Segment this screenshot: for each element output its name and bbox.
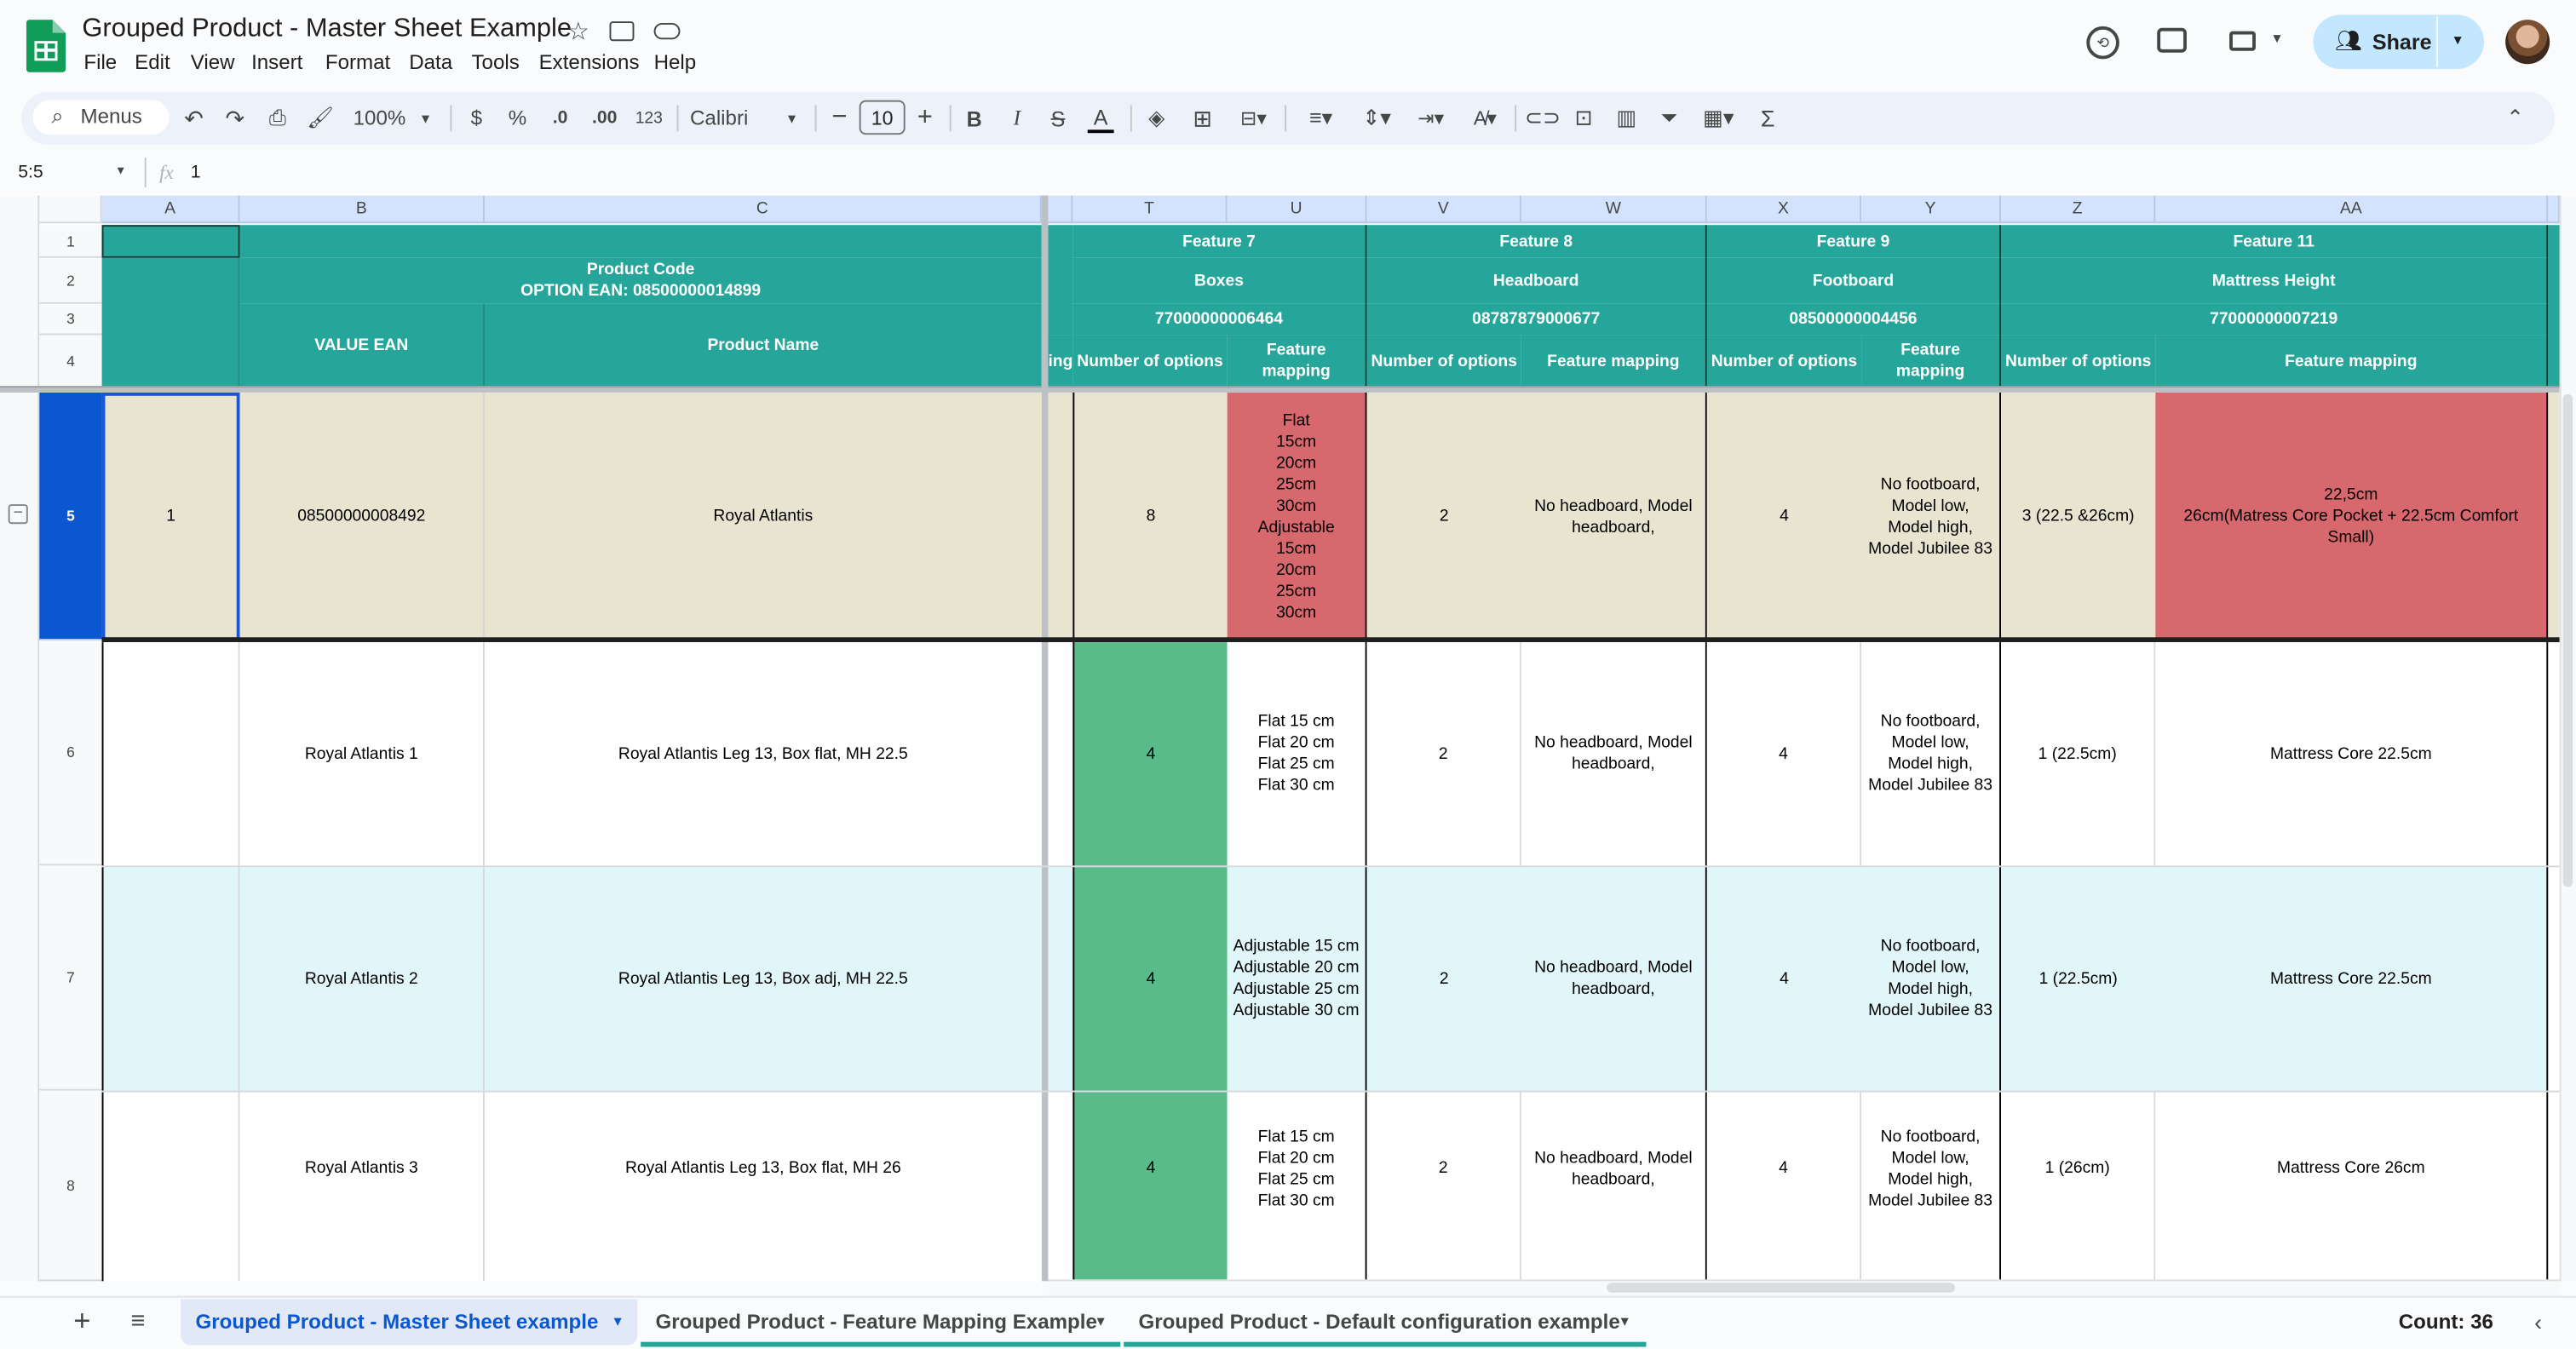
cell-x7[interactable]: 4 xyxy=(1707,867,1861,1090)
menu-file[interactable]: File xyxy=(83,50,118,74)
cell-t8[interactable]: 4 xyxy=(1072,1093,1227,1282)
product-code-header[interactable]: Product Code OPTION EAN: 08500000014899 xyxy=(240,258,1042,304)
horizontal-align-icon[interactable]: ≡▾ xyxy=(1308,105,1333,130)
menu-edit[interactable]: Edit xyxy=(135,50,170,74)
menu-view[interactable]: View xyxy=(190,50,235,74)
cell-aa8[interactable]: Mattress Core 26cm xyxy=(2155,1093,2548,1282)
borders-icon[interactable]: ⊞ xyxy=(1193,104,1213,131)
font-size-decrease-button[interactable]: − xyxy=(831,103,848,132)
cell-u8[interactable]: Flat 15 cm Flat 20 cm Flat 25 cm Flat 30 cm xyxy=(1228,1093,1367,1282)
toolbar-divider xyxy=(815,105,817,131)
cell-z8[interactable]: 1 (26cm) xyxy=(2001,1093,2155,1282)
text-wrap-icon[interactable]: ⇥▾ xyxy=(1417,106,1445,130)
frozen-column-divider[interactable] xyxy=(1042,196,1049,1282)
zoom-chevron-icon[interactable]: ▼ xyxy=(418,111,433,126)
menu-format[interactable]: Format xyxy=(325,50,391,74)
font-chevron-icon[interactable]: ▼ xyxy=(785,111,799,126)
tab-default-configuration-underline xyxy=(1124,1342,1646,1347)
strikethrough-icon[interactable]: S xyxy=(1050,106,1066,131)
frozen-row-divider[interactable] xyxy=(0,386,2560,393)
merge-cells-icon[interactable]: ⊟▾ xyxy=(1240,106,1268,130)
cell-b7[interactable]: Royal Atlantis 2 xyxy=(240,867,485,1090)
value-ean-header[interactable]: VALUE EAN xyxy=(240,304,485,387)
column-header-partial[interactable] xyxy=(1048,196,1072,224)
fx-icon: fx xyxy=(159,161,174,185)
feature-7-label[interactable]: Boxes xyxy=(1072,258,1366,304)
sheets-logo[interactable] xyxy=(26,20,66,72)
menu-help[interactable]: Help xyxy=(653,50,697,74)
column-header-v[interactable]: V xyxy=(1367,196,1521,224)
cell-w5[interactable]: No headboard, Model headboard, xyxy=(1521,393,1707,640)
column-header-a[interactable]: A xyxy=(102,196,240,224)
fill-color-icon[interactable]: ◈ xyxy=(1148,105,1165,130)
formula-input[interactable]: 1 xyxy=(190,162,201,183)
column-header-c[interactable]: C xyxy=(485,196,1042,224)
cell-z7[interactable]: 1 (22.5cm) xyxy=(2001,867,2155,1090)
tab-feature-mapping-chevron-icon[interactable]: ▼ xyxy=(1094,1313,1107,1329)
cell-u5[interactable]: Flat 15cm 20cm 25cm 30cm Adjustable 15cm 20cm 25cm 30cm xyxy=(1228,393,1367,640)
chevron-down-icon[interactable]: ▼ xyxy=(2270,31,2284,47)
insert-chart-icon[interactable]: ▥ xyxy=(1616,105,1637,130)
cell-y5[interactable]: No footboard, Model low, Model high, Model Jubilee 83 xyxy=(1861,393,2001,640)
toolbar-divider xyxy=(677,105,679,131)
cell-a5[interactable]: 1 xyxy=(102,393,240,640)
feature-9-ean[interactable]: 08500000004456 xyxy=(1707,304,2001,336)
tab-feature-mapping[interactable]: Grouped Product - Feature Mapping Example xyxy=(655,1311,1097,1335)
feature-11-ean[interactable]: 77000000007219 xyxy=(2001,304,2548,336)
print-icon[interactable]: ⎙ xyxy=(268,105,286,130)
paint-format-icon[interactable]: 🖌︎ xyxy=(307,105,334,130)
share-label: Share xyxy=(2372,29,2432,55)
text-color-button[interactable]: A xyxy=(1088,104,1114,134)
toolbar-divider xyxy=(1285,105,1286,131)
row-header-4[interactable]: 4 xyxy=(39,335,101,387)
cell-a2-a4[interactable] xyxy=(102,258,240,387)
percent-format-button[interactable]: % xyxy=(508,106,527,130)
comment-icon[interactable] xyxy=(2157,28,2187,53)
cell-x5[interactable]: 4 xyxy=(1707,393,1861,640)
formula-divider xyxy=(145,158,147,187)
row-header-6[interactable]: 6 xyxy=(39,640,101,865)
zoom-select[interactable]: 100% xyxy=(353,106,406,130)
vertical-align-icon[interactable]: ⇕▾ xyxy=(1362,105,1391,130)
people-icon: 👥︎ xyxy=(2334,27,2362,53)
cell-z6[interactable]: 1 (22.5cm) xyxy=(2001,642,2155,865)
cell-w6[interactable]: No headboard, Model headboard, xyxy=(1521,642,1707,865)
feature-11-num-options-header[interactable]: Number of options xyxy=(2001,335,2155,387)
column-header-x[interactable]: X xyxy=(1707,196,1861,224)
currency-format-button[interactable]: $ xyxy=(470,106,482,130)
cell-c5[interactable]: Royal Atlantis xyxy=(485,393,1042,640)
partial-col-header[interactable] xyxy=(1048,225,1072,335)
move-folder-icon[interactable] xyxy=(610,21,635,41)
cell-aa6[interactable]: Mattress Core 22.5cm xyxy=(2155,642,2548,865)
partial-col-mapping-header[interactable]: ing xyxy=(1045,335,1073,387)
cell-x6[interactable]: 4 xyxy=(1707,642,1861,865)
font-family-select[interactable]: Calibri xyxy=(690,106,749,130)
menu-extensions[interactable]: Extensions xyxy=(538,50,640,74)
cell-v8[interactable]: 2 xyxy=(1367,1093,1521,1282)
cell-t7[interactable]: 4 xyxy=(1072,867,1227,1090)
add-sheet-icon[interactable]: + xyxy=(73,1303,91,1336)
cell-c6[interactable]: Royal Atlantis Leg 13, Box flat, MH 22.5 xyxy=(485,642,1042,865)
cell-partial-5[interactable] xyxy=(1048,393,1072,640)
select-all-corner[interactable] xyxy=(39,196,101,224)
bold-button[interactable]: B xyxy=(966,106,982,131)
row-header-7[interactable]: 7 xyxy=(39,865,101,1090)
toolbar-divider xyxy=(1515,105,1516,131)
font-size-increase-button[interactable]: + xyxy=(917,103,933,132)
cell-b1-c1[interactable] xyxy=(240,225,1042,258)
cell-w8[interactable]: No headboard, Model headboard, xyxy=(1521,1093,1707,1282)
text-rotation-icon[interactable]: A̸▾ xyxy=(1473,106,1497,130)
cell-b8[interactable]: Royal Atlantis 3 xyxy=(240,1093,485,1282)
column-header-u[interactable]: U xyxy=(1228,196,1367,224)
cell-a8[interactable] xyxy=(102,1093,240,1282)
toolbar-divider xyxy=(1130,105,1132,131)
filter-icon[interactable]: ⏷ xyxy=(1660,105,1678,130)
feature-8-ean[interactable]: 08787879000677 xyxy=(1367,304,1707,336)
insert-link-icon[interactable]: ⊂⊃ xyxy=(1524,105,1561,130)
cell-v7[interactable]: 2 xyxy=(1367,867,1521,1090)
cell-b5[interactable]: 08500000008492 xyxy=(240,393,485,640)
toolbar-divider xyxy=(450,105,451,131)
row-header-3[interactable]: 3 xyxy=(39,304,101,336)
cell-u6[interactable]: Flat 15 cm Flat 20 cm Flat 25 cm Flat 30 cm xyxy=(1228,642,1367,865)
name-box[interactable]: 5:5 xyxy=(18,162,43,183)
feature-11-mapping-header[interactable]: Feature mapping xyxy=(2155,335,2548,387)
cell-t5[interactable]: 8 xyxy=(1072,393,1227,640)
menu-data[interactable]: Data xyxy=(409,50,453,74)
search-icon: ⌕ xyxy=(51,103,64,129)
column-header-y[interactable]: Y xyxy=(1861,196,2001,224)
feature-7-mapping-header[interactable]: Feature mapping xyxy=(1228,335,1367,387)
product-name-header[interactable]: Product Name xyxy=(485,304,1042,387)
tab-feature-mapping-underline xyxy=(641,1342,1120,1347)
doc-title[interactable]: Grouped Product - Master Sheet Example xyxy=(82,14,572,43)
row-header-1[interactable]: 1 xyxy=(39,225,101,258)
tab-default-configuration-chevron-icon[interactable]: ▼ xyxy=(1618,1313,1631,1329)
cell-v5[interactable]: 2 xyxy=(1367,393,1521,640)
menu-search-label: Menus xyxy=(80,105,142,129)
cell-aa5[interactable]: 22,5cm 26cm(Matress Core Pocket + 22.5cm Comfort Small) xyxy=(2155,393,2548,640)
feature-9-name[interactable]: Feature 9 xyxy=(1707,225,2001,258)
feature-9-mapping-header[interactable]: Feature mapping xyxy=(1861,335,2001,387)
horizontal-scrollbar-thumb[interactable] xyxy=(1607,1283,1955,1293)
column-header-t[interactable]: T xyxy=(1072,196,1227,224)
cell-partial-8[interactable] xyxy=(1048,1093,1072,1282)
column-header-partial[interactable] xyxy=(2548,196,2560,224)
partial-col-right[interactable] xyxy=(2548,225,2560,387)
feature-8-mapping-header[interactable]: Feature mapping xyxy=(1521,335,1707,387)
feature-7-num-options-header[interactable]: Number of options xyxy=(1072,335,1227,387)
selection-count[interactable]: Count: 36 xyxy=(2398,1311,2493,1335)
cell-t6[interactable]: 4 xyxy=(1072,642,1227,865)
vertical-scrollbar-thumb[interactable] xyxy=(2563,394,2573,887)
share-menu-chevron-icon[interactable]: ▼ xyxy=(2451,32,2464,48)
cell-x8[interactable]: 4 xyxy=(1707,1093,1861,1282)
cell-partial-6[interactable] xyxy=(1048,642,1072,865)
insert-comment-icon[interactable]: ⊡ xyxy=(1574,105,1593,130)
cell-partial-right-5[interactable] xyxy=(2548,393,2560,640)
increase-decimal-button[interactable]: .00 xyxy=(591,108,618,129)
column-header-b[interactable]: B xyxy=(240,196,485,224)
feature-9-num-options-header[interactable]: Number of options xyxy=(1707,335,1861,387)
italic-button[interactable]: I xyxy=(1013,105,1021,130)
cell-c7[interactable]: Royal Atlantis Leg 13, Box adj, MH 22.5 xyxy=(485,867,1042,1090)
undo-icon[interactable]: ↶ xyxy=(184,104,204,131)
star-icon[interactable]: ☆ xyxy=(566,18,589,47)
toolbar-divider xyxy=(950,105,952,131)
cloud-status-icon[interactable] xyxy=(654,23,681,39)
cell-a6[interactable] xyxy=(102,642,240,865)
cell-y7[interactable]: No footboard, Model low, Model high, Model Jubilee 83 xyxy=(1861,867,2001,1090)
cell-a7[interactable] xyxy=(102,867,240,1090)
number-format-button[interactable]: 123 xyxy=(635,109,663,128)
tab-default-configuration[interactable]: Grouped Product - Default configuration example xyxy=(1138,1311,1620,1335)
all-sheets-icon[interactable]: ≡ xyxy=(130,1306,146,1335)
explore-chevron-left-icon[interactable]: ‹ xyxy=(2534,1309,2543,1335)
feature-7-name[interactable]: Feature 7 xyxy=(1072,225,1366,258)
row-header-5[interactable]: 5 xyxy=(39,393,101,640)
collapse-toolbar-icon[interactable]: ⌃ xyxy=(2506,105,2525,130)
feature-9-label[interactable]: Footboard xyxy=(1707,258,2001,304)
row-header-8[interactable]: 8 xyxy=(39,1091,101,1282)
font-size-input[interactable]: 10 xyxy=(860,100,906,135)
avatar[interactable] xyxy=(2505,20,2550,64)
functions-icon[interactable]: Σ xyxy=(1760,105,1775,132)
feature-7-ean[interactable]: 77000000006464 xyxy=(1072,304,1366,336)
feature-8-num-options-header[interactable]: Number of options xyxy=(1367,335,1521,387)
feature-8-label[interactable]: Headboard xyxy=(1367,258,1707,304)
cell-y8[interactable]: No footboard, Model low, Model high, Model Jubilee 83 xyxy=(1861,1093,2001,1282)
cell-w7[interactable]: No headboard, Model headboard, xyxy=(1521,867,1707,1090)
feature-11-label[interactable]: Mattress Height xyxy=(2001,258,2548,304)
history-icon[interactable]: ⟲ xyxy=(2086,26,2119,60)
row-header-2[interactable]: 2 xyxy=(39,258,101,304)
meet-icon[interactable] xyxy=(2229,32,2256,51)
menu-insert[interactable]: Insert xyxy=(251,50,303,74)
cell-u7[interactable]: Adjustable 15 cm Adjustable 20 cm Adjustable 25 cm Adjustable 30 cm xyxy=(1228,867,1367,1090)
decrease-decimal-button[interactable]: .0 xyxy=(552,108,568,129)
cell-v6[interactable]: 2 xyxy=(1367,642,1521,865)
feature-11-name[interactable]: Feature 11 xyxy=(2001,225,2548,258)
cell-z5[interactable]: 3 (22.5 &26cm) xyxy=(2001,393,2155,640)
filter-views-icon[interactable]: ▦▾ xyxy=(1703,105,1734,130)
feature-8-name[interactable]: Feature 8 xyxy=(1367,225,1707,258)
column-header-z[interactable]: Z xyxy=(2001,196,2155,224)
cell-partial-7[interactable] xyxy=(1048,867,1072,1090)
cell-b6[interactable]: Royal Atlantis 1 xyxy=(240,642,485,865)
cell-aa7[interactable]: Mattress Core 22.5cm xyxy=(2155,867,2548,1090)
cell-y6[interactable]: No footboard, Model low, Model high, Model Jubilee 83 xyxy=(1861,642,2001,865)
collapse-group-icon[interactable]: − xyxy=(9,504,28,524)
share-divider xyxy=(2436,16,2438,67)
menu-tools[interactable]: Tools xyxy=(471,50,520,74)
column-header-w[interactable]: W xyxy=(1521,196,1707,224)
redo-icon[interactable]: ↷ xyxy=(225,104,245,131)
name-box-chevron-icon[interactable]: ▼ xyxy=(115,165,127,178)
cell-a1[interactable] xyxy=(102,225,240,258)
column-header-aa[interactable]: AA xyxy=(2155,196,2548,224)
tab-master-sheet-chevron-icon[interactable]: ▼ xyxy=(611,1313,624,1329)
cell-c8[interactable]: Royal Atlantis Leg 13, Box flat, MH 26 xyxy=(485,1093,1042,1282)
tab-master-sheet[interactable]: Grouped Product - Master Sheet example xyxy=(195,1311,599,1335)
row-group-gutter xyxy=(0,196,39,1282)
